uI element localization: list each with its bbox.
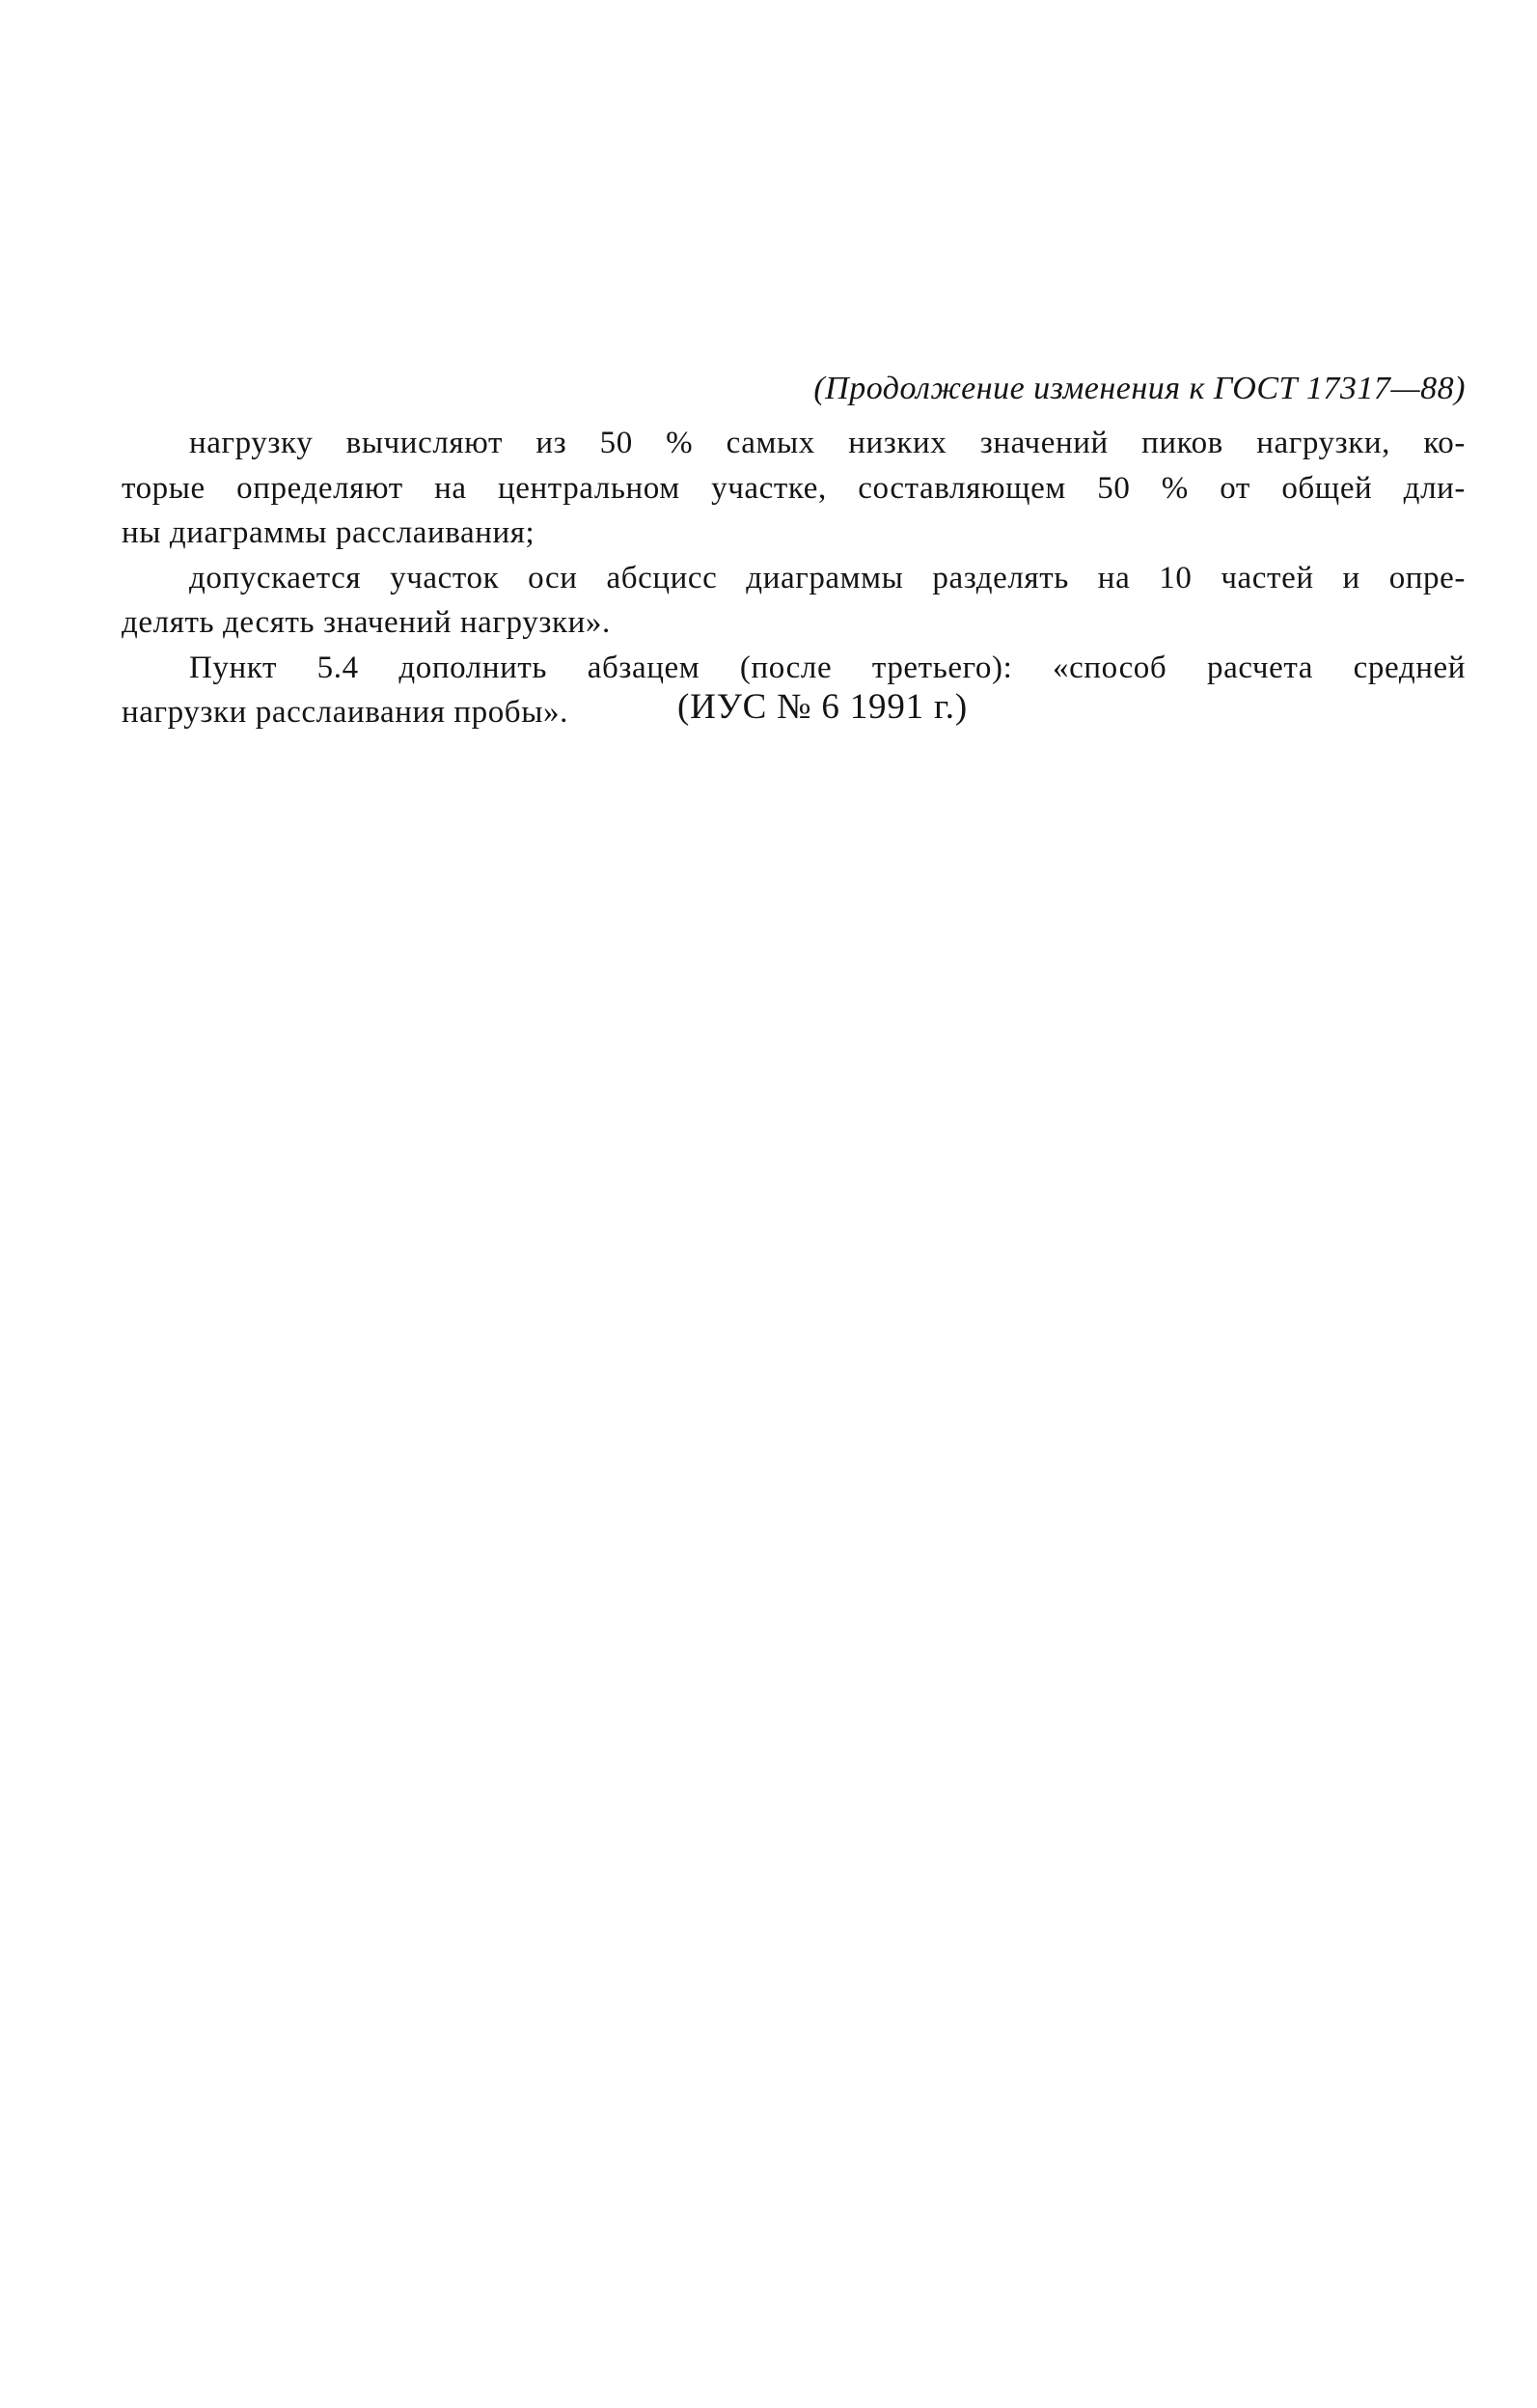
source-reference: (ИУС № 6 1991 г.) bbox=[677, 687, 968, 727]
text-line: торые определяют на центральном участке, составляющем 50 % от общей дли- bbox=[122, 470, 1466, 506]
text-line: нагрузку вычисляют из 50 % самых низких значений пиков нагрузки, ко- bbox=[189, 426, 1466, 460]
paragraph-load-calculation bbox=[122, 421, 1466, 556]
text-line: допускается участок оси абсцисс диаграммы разделять на 10 частей и опре- bbox=[189, 560, 1466, 595]
continuation-header: (Продолжение изменения к ГОСТ 17317—88) bbox=[813, 371, 1466, 406]
text-line: ны диаграммы расслаивания; bbox=[122, 515, 535, 550]
text-line: Пункт 5.4 дополнить абзацем (после третьего): «способ расчета средней bbox=[189, 650, 1466, 685]
text-line: нагрузки расслаивания пробы». bbox=[122, 695, 568, 730]
text-line: делять десять значений нагрузки». bbox=[122, 605, 611, 640]
